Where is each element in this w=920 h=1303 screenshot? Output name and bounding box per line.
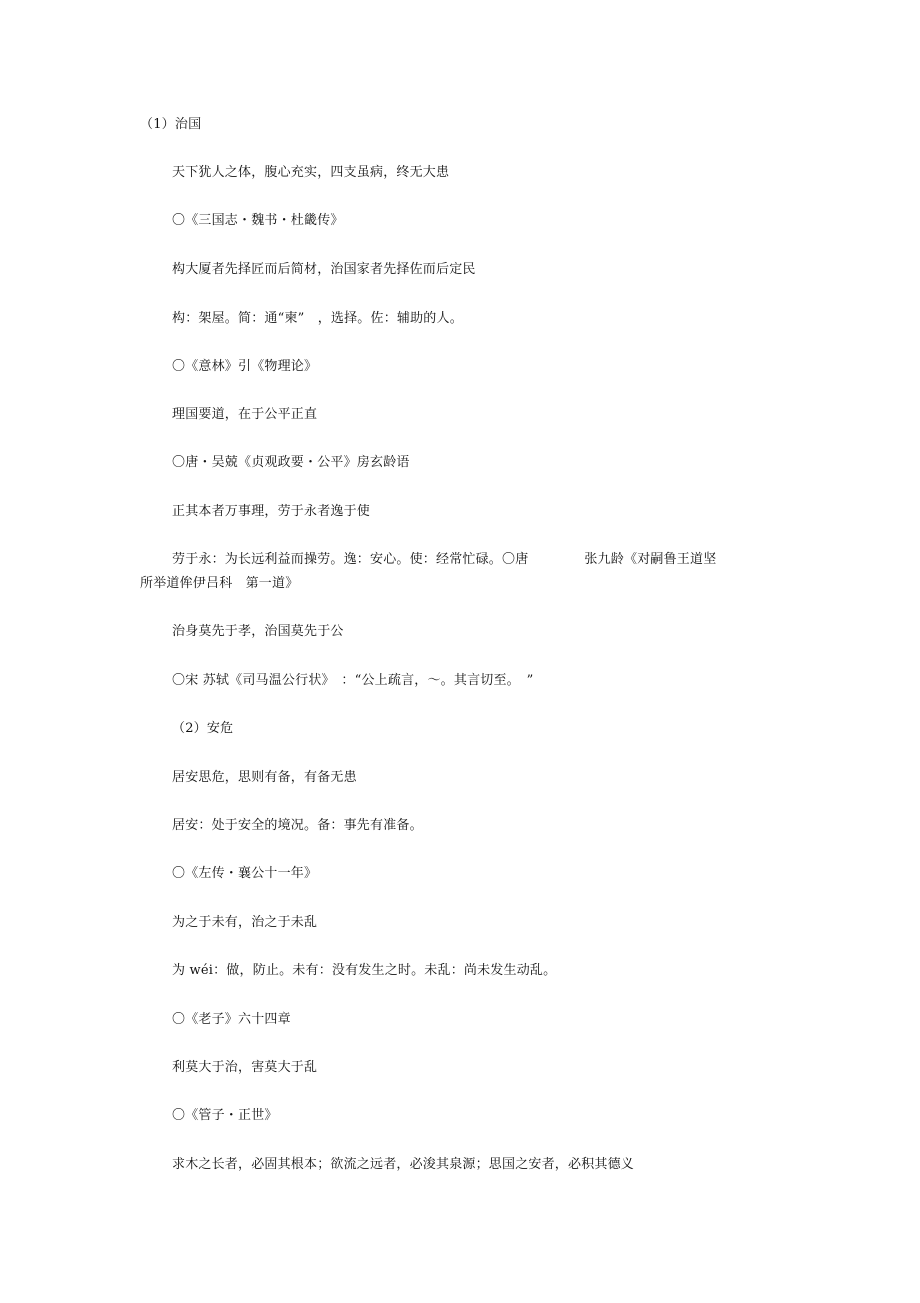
source-line: 〇《意林》引《物理论》 — [172, 359, 318, 374]
quote-line: 正其本者万事理，劳于永者逸于使 — [172, 504, 371, 519]
annotation-text: 劳于永：为长远利益而操劳。逸：安心。使：经常忙碌。〇唐 — [172, 552, 529, 567]
annotation-line: 构：架屋。简：通“柬” ，选择。佐：辅助的人。 — [172, 311, 463, 326]
annotation-line: 为 wéi：做，防止。未有：没有发生之时。未乱：尚未发生动乱。 — [172, 963, 557, 978]
quote-line: 天下犹人之体，腹心充实，四支虽病，终无大患 — [172, 165, 450, 180]
source-line: 〇《管子・正世》 — [172, 1108, 278, 1123]
quote-line: 理国要道，在于公平正直 — [172, 407, 318, 422]
quote-line: 治身莫先于孝，治国莫先于公 — [172, 624, 344, 639]
quote-line: 求木之长者，必固其根本；欲流之远者，必浚其泉源；思国之安者，必积其德义 — [172, 1157, 635, 1172]
quote-line: 利莫大于治，害莫大于乱 — [172, 1060, 318, 1075]
quote-line: 居安思危，思则有备，有备无患 — [172, 770, 357, 785]
source-line: 〇《左传・襄公十一年》 — [172, 866, 318, 881]
annotation-line-wrapped-end: 所举道侔伊吕科 第一道》 — [140, 576, 299, 591]
quote-line: 为之于未有，治之于未乱 — [172, 915, 318, 930]
annotation-line: 居安：处于安全的境况。备：事先有准备。 — [172, 818, 423, 833]
source-line: 〇《老子》六十四章 — [172, 1012, 291, 1027]
annotation-text-continued: 张九龄《对嗣鲁王道坚 — [584, 552, 717, 567]
source-line: 〇唐・吴兢《贞观政要・公平》房玄龄语 — [172, 455, 410, 470]
source-line: 〇宋 苏轼《司马温公行状》 ：“公上疏言，～。其言切至。 ” — [172, 673, 534, 688]
annotation-line-wrapped-start — [172, 552, 716, 568]
source-line: 〇《三国志・魏书・杜畿传》 — [172, 213, 344, 228]
section-heading-governing: （1）治国 — [140, 117, 202, 132]
quote-line: 构大厦者先择匠而后简材，治国家者先择佐而后定民 — [172, 262, 476, 277]
section-heading-safety: （2）安危 — [172, 721, 234, 736]
